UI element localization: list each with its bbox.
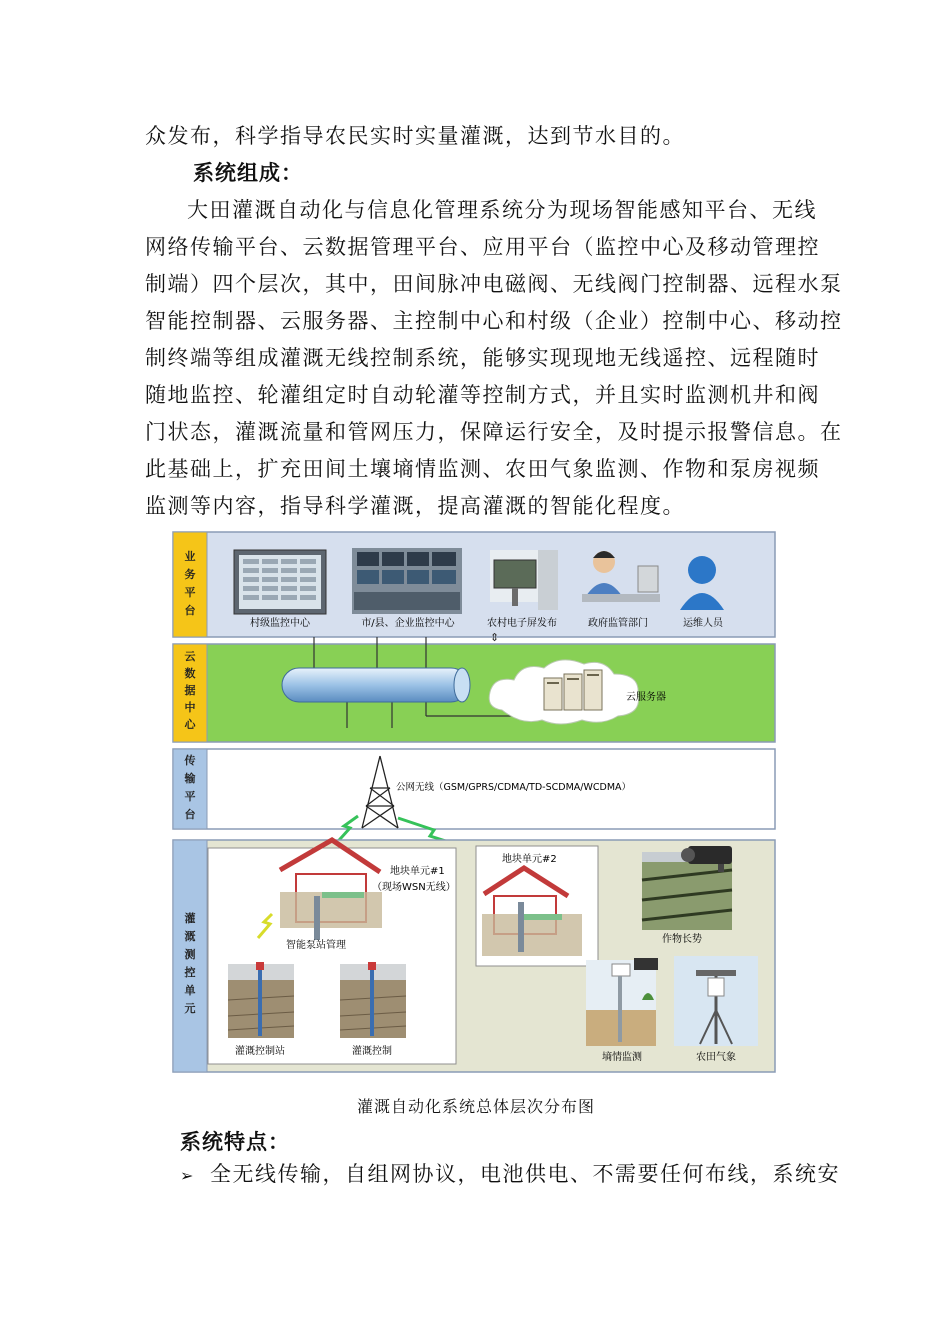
- public-network-label: 公网无线（GSM/GPRS/CDMA/TD-SCDMA/WCDMA）: [396, 782, 632, 793]
- layer-label-char: 云: [184, 650, 196, 663]
- paragraph-line: 监测等内容，指导科学灌溉，提高灌溉的智能化程度。: [145, 494, 685, 518]
- layer-label-char: 台: [184, 604, 196, 617]
- layer-label-char: 平: [184, 586, 196, 599]
- architecture-diagram: [172, 530, 778, 1076]
- paragraph-line: 此基础上，扩充田间土壤墒情监测、农田气象监测、作物和泵房视频: [145, 457, 820, 481]
- figure-caption: 灌溉自动化系统总体层次分布图: [356, 1097, 595, 1116]
- business-item-maintenance: 运维人员: [683, 618, 723, 629]
- layer-label-char: 中: [184, 701, 196, 714]
- bullet-arrow-icon: ➢: [180, 1166, 195, 1185]
- intro-tail: [145, 118, 807, 155]
- business-item-city: 市/县、企业监控中心: [361, 618, 455, 629]
- feature-bullet: [180, 1158, 840, 1188]
- layer-label-char: 溉: [184, 930, 196, 943]
- paragraph-line: 网络传输平台、云数据管理平台、应用平台（监控中心及移动管理控: [145, 235, 820, 259]
- composition-paragraph: [145, 192, 843, 525]
- intro-tail-line: 众发布，科学指导农民实时实量灌溉，达到节水目的。: [145, 124, 685, 148]
- field-layer: [173, 840, 775, 1072]
- layer-label-char: 数: [184, 667, 196, 680]
- crop-label: 作物长势: [662, 934, 702, 945]
- paragraph-line: 门状态，灌溉流量和管网压力，保障运行安全，及时提示报警信息。在: [145, 420, 843, 444]
- paragraph-line: 随地监控、轮灌组定时自动轮灌等控制方式，并且实时监测机井和阀: [145, 383, 820, 407]
- field-station-photo-2: [340, 962, 406, 1038]
- cloud-layer: [173, 631, 775, 742]
- layer-label-char: 业: [184, 550, 196, 563]
- layer-label-char: 单: [184, 984, 196, 997]
- billboard-image: [490, 550, 558, 610]
- paragraph-line: 制端）四个层次，其中，田间脉冲电磁阀、无线阀门控制器、远程水泵: [145, 272, 843, 296]
- layer-label-char: 平: [184, 790, 196, 803]
- layer-label-char: 灌: [184, 912, 196, 925]
- layer-label-char: 控: [184, 966, 196, 979]
- layer-label-char: 务: [184, 568, 196, 581]
- layer-label-char: 传: [184, 754, 196, 767]
- section-heading-features: 系统特点：: [180, 1129, 290, 1154]
- layer-label-char: 测: [184, 948, 196, 961]
- business-item-village: 村级监控中心: [250, 618, 310, 629]
- field-station-photo-1: [228, 962, 294, 1038]
- cloud-server-label: 云服务器: [626, 692, 666, 703]
- section-heading-composition: 系统组成：: [193, 160, 303, 185]
- weather-label: 农田气象: [696, 1052, 736, 1063]
- business-item-billboard: 农村电子屏发布: [487, 618, 557, 629]
- paragraph-line: 制终端等组成灌溉无线控制系统，能够实现现地无线遥控、远程随时: [145, 346, 820, 370]
- feature-bullet-text: 全无线传输，自组网协议，电池供电、不需要任何布线，系统安: [210, 1162, 840, 1186]
- business-layer: [173, 532, 775, 637]
- layer-label-char: 台: [184, 808, 196, 821]
- layer-label-cloud: [184, 650, 197, 731]
- control-room-image: [352, 548, 462, 614]
- link-arrow-icon: ⇕: [490, 631, 500, 644]
- paragraph-line: 智能控制器、云服务器、主控制中心和村级（企业）控制中心、移动控: [145, 309, 843, 333]
- layer-label-char: 据: [184, 684, 196, 697]
- monitor-wall-image: [234, 550, 326, 614]
- data-bus-pipe: [282, 668, 470, 702]
- soil-label: 墒情监测: [602, 1052, 642, 1063]
- layer-label-char: 心: [184, 718, 196, 731]
- station1-label: 灌溉控制站: [235, 1046, 285, 1057]
- station2-label: 灌溉控制: [352, 1046, 392, 1057]
- layer-label-char: 元: [184, 1002, 196, 1015]
- layer-label-char: 输: [184, 772, 196, 785]
- block1-title: 地块单元#1: [390, 866, 445, 877]
- weather-station-photo: [674, 956, 758, 1046]
- block1-subtitle: （现场WSN无线）: [372, 882, 456, 893]
- paragraph-line: 大田灌溉自动化与信息化管理系统分为现场智能感知平台、无线: [187, 198, 817, 222]
- pump-station-label: 智能泵站管理: [286, 940, 346, 951]
- soil-monitor-photo: [586, 958, 658, 1046]
- business-item-government: 政府监管部门: [588, 618, 648, 629]
- block2-title: 地块单元#2: [502, 854, 557, 865]
